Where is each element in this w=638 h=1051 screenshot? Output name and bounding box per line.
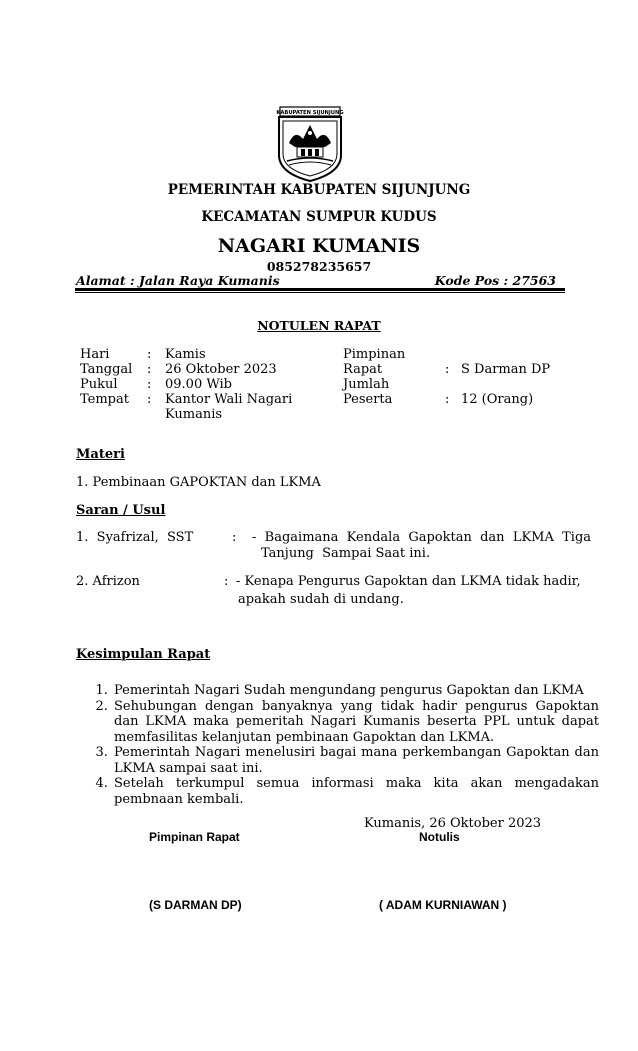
header-phone: 085278235657 <box>266 259 372 274</box>
signature-right-role: Notulis <box>419 830 460 844</box>
info-sep: : <box>147 362 152 377</box>
info-sep: : <box>445 392 450 407</box>
list-item: 1. Pemerintah Nagari Sudah mengundang pengurus Gapoktan dan LKMA <box>112 683 599 699</box>
header-village: NAGARI KUMANIS <box>217 235 421 257</box>
saran-name: 1. Syafrizal, SST <box>76 530 194 545</box>
list-item: 3. Pemerintah Nagari menelusiri bagai mana perkembangan Gapoktan dan LKMA sampai saat ini. <box>112 745 599 776</box>
saran-sep: : <box>232 530 237 545</box>
info-value-pukul: 09.00 Wib <box>165 377 232 392</box>
list-item: 2. Sehubungan dengan banyaknya yang tidak hadir pengurus Gapoktan dan LKMA maka pemeritah Nagari Kumanis beserta PPL untuk dapat memfasilitas kelanjutan pembinaan Gapoktan dan LKMA. <box>112 699 599 746</box>
document-title: NOTULEN RAPAT <box>257 318 381 333</box>
kesimpulan-list <box>76 683 599 807</box>
materi-heading: Materi <box>76 447 125 462</box>
signature-left-role: Pimpinan Rapat <box>149 830 240 844</box>
info-value-tempat-line1: Kantor Wali Nagari <box>165 392 293 407</box>
materi-item: 1. Pembinaan GAPOKTAN dan LKMA <box>76 475 321 490</box>
info-value-tanggal: 26 Oktober 2023 <box>165 362 277 377</box>
saran-heading: Saran / Usul <box>76 503 166 518</box>
info-sep: : <box>445 362 450 377</box>
info-label-pimpinan-1: Pimpinan <box>343 347 406 362</box>
signature-right-name: ( ADAM KURNIAWAN ) <box>379 898 507 912</box>
saran-line1: - Kenapa Pengurus Gapoktan dan LKMA tidak hadir, <box>236 574 581 589</box>
info-label-jumlah-2: Peserta <box>343 392 393 407</box>
kesimpulan-heading: Kesimpulan Rapat <box>76 647 211 662</box>
regency-logo-seal <box>275 103 345 183</box>
info-label-pimpinan-2: Rapat <box>343 362 383 377</box>
saran-line2: Tanjung Sampai Saat ini. <box>261 546 431 561</box>
info-value-tempat-line2: Kumanis <box>165 407 223 422</box>
info-label-tempat: Tempat <box>80 392 129 407</box>
header-divider-thick <box>75 288 565 291</box>
saran-name: 2. Afrizon <box>76 574 140 589</box>
saran-line1: - Bagaimana Kendala Gapoktan dan LKMA Tiga <box>252 530 592 545</box>
list-item: 4. Setelah terkumpul semua informasi maka kita akan mengadakan pembnaan kembali. <box>112 776 599 807</box>
logo-caption: KABUPATEN SIJUNJUNG <box>276 110 344 116</box>
info-label-tanggal: Tanggal <box>80 362 133 377</box>
signature-place-date: Kumanis, 26 Oktober 2023 <box>364 816 542 831</box>
header-divider-thin <box>75 292 565 293</box>
info-sep: : <box>147 347 152 362</box>
header-address: Alamat : Jalan Raya Kumanis <box>76 273 280 288</box>
info-value-jumlah: 12 (Orang) <box>461 392 534 407</box>
header-government: PEMERINTAH KABUPATEN SIJUNJUNG <box>167 182 471 198</box>
info-sep: : <box>147 392 152 407</box>
info-label-jumlah-1: Jumlah <box>343 377 390 392</box>
info-value-pimpinan: S Darman DP <box>461 362 551 377</box>
signature-left-name: (S DARMAN DP) <box>149 898 242 912</box>
header-postal-code: Kode Pos : 27563 <box>434 273 556 288</box>
info-value-hari: Kamis <box>165 347 206 362</box>
info-label-pukul: Pukul <box>80 377 118 392</box>
saran-line2: apakah sudah di undang. <box>238 592 404 607</box>
saran-sep: : <box>224 574 229 589</box>
header-district: KECAMATAN SUMPUR KUDUS <box>201 209 437 225</box>
info-label-hari: Hari <box>80 347 110 362</box>
info-sep: : <box>147 377 152 392</box>
